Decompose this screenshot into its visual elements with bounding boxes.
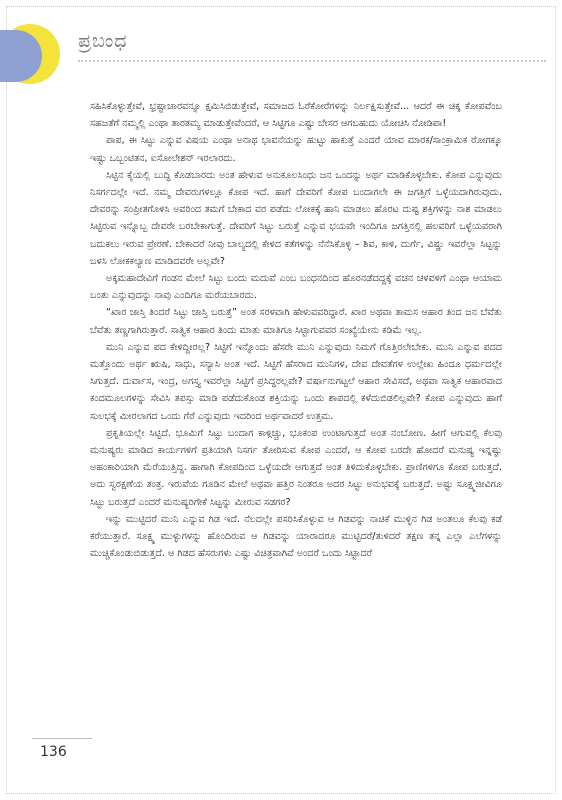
paragraph: ಪಾಪ, ಈ ಸಿಟ್ಟು ಎನ್ನುವ ವಿಷಯ ಎಂಥಾ ಅನಾಥ ಭಾವನೆಯನ್ನು ಹುಟ್ಟು ಹಾಕುತ್ತೆ ಎಂದರೆ ಯಾವ ಮಾರಕ/ಸಾಂಕ್ರಾಮಿಕ ರೋಗಕ್ಕೂ ಇಷ್ಟು ಒಬ್ಬಂಟಿತನ, ಐಸೋಲೇಶನ್ ಇರಲಾರದು. (90, 135, 502, 164)
article-body (90, 98, 502, 562)
paragraph: ಇನ್ನು ಮುಟ್ಟಿದರೆ ಮುನಿ ಎನ್ನುವ ಗಿಡ ಇದೆ. ನೆಲದಲ್ಲೇ ಪಸರಿಸಿಕೊಳ್ಳುವ ಆ ಗಿಡವನ್ನು ನಾಚಿಕೆ ಮುಳ್ಳಿನ ಗಿಡ ಅಂತಲೂ ಕೆಲವು ಕಡೆ ಕರೆಯುತ್ತಾರೆ. ಸೂಕ್ಷ್ಮ ಮುಳ್ಳುಗಳನ್ನು ಹೊಂದಿರುವ ಆ ಗಿಡವನ್ನು ಯಾರಾದರೂ ಮುಟ್ಟಿದರೆ/ತುಳಿದರೆ ತಕ್ಷಣ ತನ್ನ ಎಲ್ಲಾ ಎಲೆಗಳನ್ನು ಮುಚ್ಚಿಕೊಂಡುಬಿಡುತ್ತದೆ. ಆ ಗಿಡದ ಹೆಸರುಗಳು ಎಷ್ಟು ವಿಚಿತ್ರವಾಗಿವೆ ಅಂದರೆ ಒಂದು ಸಿಟ್ಟಾದರೆ (90, 513, 502, 560)
paragraph: ಸಹಿಸಿಕೊಳ್ಳುತ್ತೇವೆ, ಭ್ರಷ್ಟಾಚಾರವನ್ನೂ ಕ್ಷಮಿಸಿಬಿಡುತ್ತೇವೆ, ಸಮಾಜದ ಓರೆಕೋರೆಗಳನ್ನು ನಿರ್ಲಕ್ಷಿಸುತ್ತೇವೆ... ಆದರೆ ಈ ಚಿಕ್ಕ ಕೋಪವೆಂಬ ಸಹಜತೆಗೆ ನಮ್ಮಲ್ಲಿ ಎಂಥಾ ತಾರತಮ್ಯ ಮಾಡುತ್ತೇವೆಂದರೆ, ಆ ಸಿಟ್ಟಿಗೂ ಎಷ್ಟು ಬೇಸರ ಆಗಬಹುದು ಯೋಚಿಸಿ ನೋಡಿಪಾ! (90, 101, 502, 130)
paragraph: ಅಕ್ಕಮಹಾದೇವಿಗೆ ಗಂಡನ ಮೇಲೆ ಸಿಟ್ಟು ಬಂದು ಮದುವೆ ಎಂಬ ಬಂಧನದಿಂದ ಹೊರನಡೆದದ್ದಕ್ಕೆ ವಚನ ಚಳವಳಿಗೆ ಎಂಥಾ ಆಯಾಮ ಬಂತು ಎನ್ನುವುದನ್ನು ನಾವು ಎಂದಿಗೂ ಮರೆಯಬಾರದು. (90, 273, 502, 302)
section-title: ಪ್ರಬಂಧ (78, 30, 128, 52)
paragraph: “ಖಾರ ಜಾಸ್ತಿ ತಿಂದರೆ ಸಿಟ್ಟು ಜಾಸ್ತಿ ಬರುತ್ತೆ” ಅಂತ ಸರಳವಾಗಿ ಹೇಳುವವರಿದ್ದಾರೆ. ಖಾರ ಅಥವಾ ತಾಮಸ ಆಹಾರ ತಿಂದ ಜನ ಬೆವೆತು ಬೆವೆತು ತಣ್ಣಗಾಗಿರುತ್ತಾರೆ. ಸಾತ್ವಿಕ ಆಹಾರ ತಿಂದು ಮಾತು ಮಾತಿಗೂ ಸಿಟ್ಟಾಗುವವರ ಸಂಖ್ಯೆಯೇನು ಕಡಿಮೆ ಇಲ್ಲ. (90, 307, 502, 336)
footer-rule (32, 738, 92, 739)
paragraph: ಸಿಟ್ಟಿನ ಕೈಯಲ್ಲಿ ಬುದ್ಧಿ ಕೊಡಬಾರದು ಅಂತ ಹೇಳುವ ಅನುಕೂಲಸಿಂಧು ಜನ ಒಂದನ್ನು ಅರ್ಥ ಮಾಡಿಕೊಳ್ಳಬೇಕು. ಕೋಪ ಎನ್ನುವುದು ನಿಸರ್ಗದಲ್ಲೇ ಇದೆ. ನಮ್ಮ ದೇವರುಗಳಲ್ಲೂ ಕೋಪ ಇದೆ. ಹಾಗೆ ದೇವರಿಗೆ ಕೋಪ ಬಂದಾಗಲೇ ಈ ಜಗತ್ತಿಗೆ ಒಳ್ಳೆಯದಾಗಿರುವುದು. ದೇವರನ್ನು ಸಂಪ್ರೀತಗೊಳಿಸಿ ಅವರಿಂದ ತಮಗೆ ಬೇಕಾದ ವರ ಪಡೆದು ಲೋಕಕ್ಕೆ ಹಾನಿ ಮಾಡಲು ಹೊರಟ ದುಷ್ಟ ಶಕ್ತಿಗಳನ್ನು ನಾಶ ಮಾಡಲು ಸಿಟ್ಟಿರುವ ಇನ್ನೊಬ್ಬ ದೇವರೇ ಬರಬೇಕಾಗುತ್ತೆ. ದೇವರಿಗೆ ಸಿಟ್ಟು ಬರುತ್ತೆ ಎನ್ನುವ ಭಯವೇ ಇಂದಿಗೂ ಜಗತ್ತಿನಲ್ಲಿ ಹಲವರಿಗೆ ಒಳ್ಳೆಯವರಾಗಿ ಬದುಕಲು ಇರುವ ಪ್ರೇರಣೆ. ಬೇಕಾದರೆ ನೀವು ಬಾಲ್ಯದಲ್ಲಿ ಕೇಳಿದ ಕತೆಗಳನ್ನು ನೆನೆಸಿಕೊಳ್ಳಿ – ಶಿವ, ಕಾಳಿ, ದುರ್ಗೆ, ವಿಷ್ಣು ಇವರೆಲ್ಲಾ ಸಿಟ್ಟನ್ನು ಬಳಸಿ ಲೋಕಕಲ್ಯಾಣ ಮಾಡಿದವರೇ ಅಲ್ಲವೇ? (90, 169, 502, 267)
paragraph: ಪ್ರಕೃತಿಯಲ್ಲೇ ಸಿಟ್ಟಿದೆ. ಭೂಮಿಗೆ ಸಿಟ್ಟು ಬಂದಾಗ ಕಾಳ್ಗಿಚ್ಚು, ಭೂಕಂಪ ಉಂಟಾಗುತ್ತದೆ ಅಂತ ನಂಬೋಣ. ಹೀಗೆ ಆಗುವಲ್ಲಿ ಕೆಲವು ಮನುಷ್ಯರು ಮಾಡಿದ ಕಾರ್ಯಗಳಿಗೆ ಪ್ರತಿಯಾಗಿ ನಿಸರ್ಗ ತೋರಿಸುವ ಕೋಪ ಎಂದರೆ, ಆ ಕೋಪ ಬರದೇ ಹೋದರೆ ಮನುಷ್ಯ ಇನ್ನಷ್ಟು ಅಹಂಕಾರಿಯಾಗಿ ಮೆರೆಯುತ್ತಿದ್ದ. ಹಾಗಾಗಿ ಕೋಪದಿಂದ ಒಳ್ಳೆಯದೇ ಆಗುತ್ತದೆ ಅಂತ ತಿಳಿದುಕೊಳ್ಳಬೇಕು. ಪ್ರಾಣಿಗಳಿಗೂ ಕೋಪ ಬರುತ್ತದೆ. ಅದು ಸ್ವರಕ್ಷಣೆಯ ತಂತ್ರ. ಇರುವೆಯ ಗೂಡಿನ ಮೇಲೆ ಅಥವಾ ಹತ್ತಿರ ನಿಂತರೂ ಅದರ ಸಿಟ್ಟು ಅನುಭವಕ್ಕೆ ಬರುತ್ತದೆ. ಅಷ್ಟು ಸೂಕ್ಷ್ಮಜೀವಿಗೂ ಸಿಟ್ಟು ಬರುತ್ತದೆ ಎಂದರೆ ಮನುಷ್ಯರಿಗೇಕೆ ಸಿಟ್ಟನ್ನು ಮೀರುವ ಸಡಗರ? (90, 427, 502, 508)
header-dotted-rule (78, 60, 546, 62)
page-number: 136 (40, 744, 67, 760)
paragraph: ಮುನಿ ಎನ್ನುವ ಪದ ಕೇಳಿದ್ದೀರಲ್ಲ? ಸಿಟ್ಟಿಗೆ ಇನ್ನೊಂದು ಹೆಸರೇ ಮುನಿ ಎನ್ನುವುದು ನಿಮಗೆ ಗೊತ್ತಿರಲೇಬೇಕು. ಮುನಿ ಎನ್ನುವ ಪದದ ಮತ್ತೊಂದು ಅರ್ಥ ಋಷಿ, ಸಾಧು, ಸನ್ಯಾಸಿ ಅಂತ ಇದೆ. ಸಿಟ್ಟಿಗೆ ಹೆಸರಾದ ಮುನಿಗಳ, ದೇವ ದೇವತೆಗಳ ಉಲ್ಲೇಖ ಹಿಂದೂ ಧರ್ಮದಲ್ಲೇ ಸಿಗುತ್ತದೆ. ದುರ್ವಾಸ, ಇಂದ್ರ, ಅಗಸ್ತ್ಯ ಇವರೆಲ್ಲಾ ಸಿಟ್ಟಿಗೆ ಪ್ರಸಿದ್ಧರಲ್ಲವೇ? ವರ್ಷಾನುಗಟ್ಟಲೆ ಆಹಾರ ಸೇವಿಸದೆ, ಅಥವಾ ಸಾತ್ವಿಕ ಆಹಾರವಾದ ಕಂದಮೂಲಗಳನ್ನು ಸೇವಿಸಿ ತಪಸ್ಸು ಮಾಡಿ ಪಡೆದುಕೊಂಡ ಶಕ್ತಿಯನ್ನು ಒಂದು ಶಾಪದಲ್ಲಿ ಕಳೆದುಬಿಡಲಿಲ್ಲವೇ? ಕೋಪ ಎನ್ನುವುದು ಹಾಗೆ ಸುಲಭಕ್ಕೆ ಮೀರಲಾಗದ ಒಂದು ಗೆರೆ ಎನ್ನುವುದು ಇದರಿಂದ ಅರ್ಥವಾದರೆ ಉತ್ತಮ. (90, 341, 502, 422)
